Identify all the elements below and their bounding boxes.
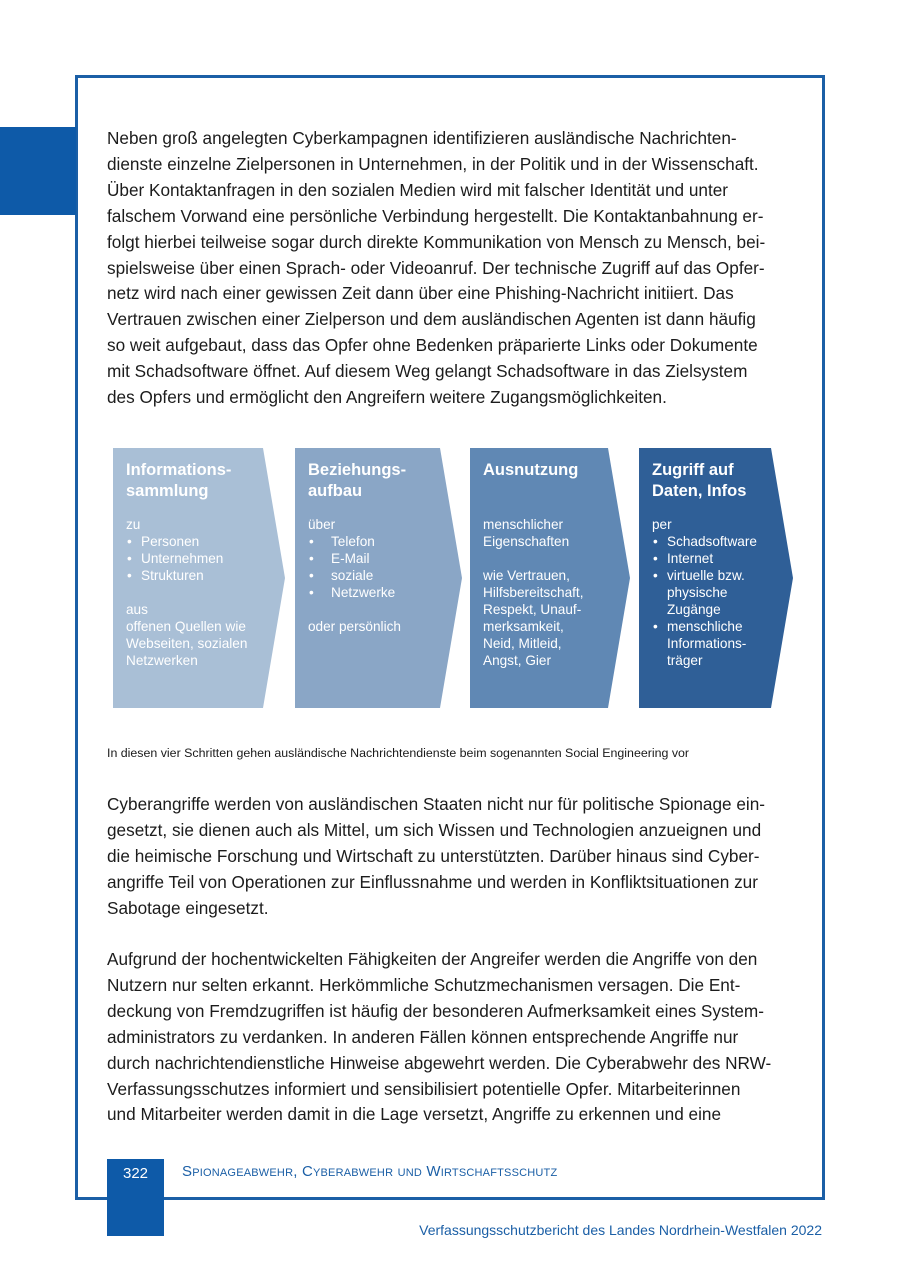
step-heading [483, 460, 608, 481]
bullet-continuation-text: Netzwerke [331, 585, 396, 600]
text-line: des Opfers und ermöglicht den Angreifern weitere Zugangsmöglichkeiten. [107, 387, 667, 408]
bullet-continuation: Informations- [667, 636, 747, 651]
step-heading [126, 460, 263, 502]
heading-line: Ausnutzung [483, 461, 579, 479]
text-line: angriffe Teil von Operationen zur Einflussnahme und werden in Konfliktsituationen zur [107, 871, 758, 892]
step-outro: Hilfsbereitschaft, [483, 585, 584, 600]
social-engineering-diagram [113, 448, 793, 708]
step-outro: Respekt, Unauf- [483, 602, 582, 617]
step-intro: menschlicher [483, 517, 564, 532]
heading-line: Zugriff auf [652, 461, 734, 479]
text-line: durch nachrichtendienstliche Hinweise abgewehrt werden. Die Cyberabwehr des NRW- [107, 1052, 772, 1073]
text-line: dienste einzelne Zielpersonen in Unternehmen, in der Politik und in der Wissenschaft. [107, 153, 759, 174]
step-outro: offenen Quellen wie [126, 619, 246, 634]
bullet-item: • Personen [126, 533, 263, 550]
report-title: Verfassungsschutzbericht des Landes Nordrhein-Westfalen 2022 [419, 1222, 822, 1238]
heading-line: Informations- [126, 461, 232, 479]
page-number-box [107, 1159, 164, 1236]
text-line: Verfassungsschutzes informiert und sensibilisiert potentielle Opfer. Mitarbeiterinnen [107, 1078, 741, 1099]
paragraph-social-engineering [107, 126, 797, 411]
step-data-access [639, 448, 793, 708]
heading-line: Daten, Infos [652, 482, 747, 500]
chapter-tab-marker [0, 127, 76, 215]
bullet-item: • Schadsoftware [652, 533, 771, 550]
text-line: Über Kontaktanfragen in den sozialen Medien wird mit falscher Identität und unter [107, 179, 729, 200]
text-line: Nutzern nur selten erkannt. Herkömmliche Schutzmechanismen versagen. Die Ent- [107, 974, 741, 995]
diagram-caption: In diesen vier Schritten gehen ausländische Nachrichtendienste beim sogenannten Social Engineering vor [107, 746, 690, 760]
step-bullets [308, 533, 440, 601]
step-bullets [126, 533, 263, 584]
bullet-item: • soziale [308, 567, 440, 584]
bullet-continuation: träger [667, 653, 703, 668]
text-line: falschem Vorwand eine persönliche Verbindung hergestellt. Die Kontaktanbahnung er- [107, 205, 764, 226]
step-exploitation [470, 448, 630, 708]
step-body [126, 516, 263, 669]
step-bullets [652, 618, 771, 635]
text-line: deckung von Fremdzugriffen ist häufig der besonderen Aufmerksamkeit eines System- [107, 1000, 764, 1021]
text-line: Sabotage eingesetzt. [107, 897, 269, 918]
bullet-continuation [308, 584, 440, 601]
step-intro: Eigenschaften [483, 534, 570, 549]
step-heading [652, 460, 771, 502]
step-intro: zu [126, 517, 141, 532]
page-number: 322 [122, 1165, 149, 1182]
text-line: netz wird nach einer gewissen Zeit dann über eine Phishing-Nachricht initiiert. Das [107, 283, 734, 304]
step-intro: per [652, 517, 672, 532]
bullet-item: • Strukturen [126, 567, 263, 584]
step-bullets [652, 533, 771, 584]
paragraph-detection [107, 947, 797, 1128]
step-heading [308, 460, 440, 502]
paragraph-cyberattacks [107, 792, 797, 922]
step-body [483, 516, 608, 669]
text-line: spielsweise über einen Sprach- oder Videoanruf. Der technische Zugriff auf das Opfer- [107, 257, 765, 278]
text-line: administrators zu verdanken. In anderen Fällen können entsprechende Angriffe nur [107, 1026, 739, 1047]
bullet-item: • Unternehmen [126, 550, 263, 567]
bullet-continuation: physische [667, 585, 728, 600]
text-line: und Mitarbeiter werden damit in die Lage versetzt, Angriffe zu erkennen und eine [107, 1104, 722, 1125]
text-line: mit Schadsoftware öffnet. Auf diesem Weg gelangt Schadsoftware in das Zielsystem [107, 361, 748, 382]
text-line: Neben groß angelegten Cyberkampagnen identifizieren ausländische Nachrichten- [107, 128, 737, 148]
text-line: folgt hierbei teilweise sogar durch direkte Kommunikation von Mensch zu Mensch, bei- [107, 231, 766, 252]
bullet-continuation: Zugänge [667, 602, 721, 617]
step-outro: Angst, Gier [483, 653, 551, 668]
step-outro: Neid, Mitleid, [483, 636, 562, 651]
text-line: gesetzt, sie dienen auch als Mittel, um sich Wissen und Technologien anzueignen und [107, 819, 762, 840]
step-outro: Netzwerken [126, 653, 198, 668]
text-line: so weit aufgebaut, dass das Opfer ohne Bedenken präparierte Links oder Dokumente [107, 335, 758, 356]
bullet-item: • menschliche [652, 618, 771, 635]
bullet-item: • Internet [652, 550, 771, 567]
text-line: Vertrauen zwischen einer Zielperson und dem ausländischen Agenten ist dann häufig [107, 309, 756, 330]
step-outro: oder persönlich [308, 619, 401, 634]
step-body [308, 516, 440, 635]
step-outro: wie Vertrauen, [483, 568, 570, 583]
heading-line: aufbau [308, 482, 363, 500]
step-outro: merksamkeit, [483, 619, 564, 634]
section-title: Spionageabwehr, Cyberabwehr und Wirtschaftsschutz [182, 1163, 558, 1180]
text-line: die heimische Forschung und Wirtschaft zu unterstützten. Darüber hinaus sind Cyber- [107, 845, 760, 866]
text-line: Aufgrund der hochentwickelten Fähigkeiten der Angreifer werden die Angriffe von den [107, 949, 758, 969]
heading-line: Beziehungs- [308, 461, 407, 479]
step-relationship-building [295, 448, 462, 708]
step-information-gathering [113, 448, 285, 708]
text-line: Cyberangriffe werden von ausländischen Staaten nicht nur für politische Spionage ein- [107, 794, 765, 814]
step-outro: aus [126, 602, 148, 617]
heading-line: sammlung [126, 482, 209, 500]
step-body [652, 516, 771, 669]
step-outro: Webseiten, sozialen [126, 636, 248, 651]
bullet-item: • Telefon [308, 533, 440, 550]
step-intro: über [308, 517, 336, 532]
bullet-item: • virtuelle bzw. [652, 567, 771, 584]
bullet-item: • E-Mail [308, 550, 440, 567]
